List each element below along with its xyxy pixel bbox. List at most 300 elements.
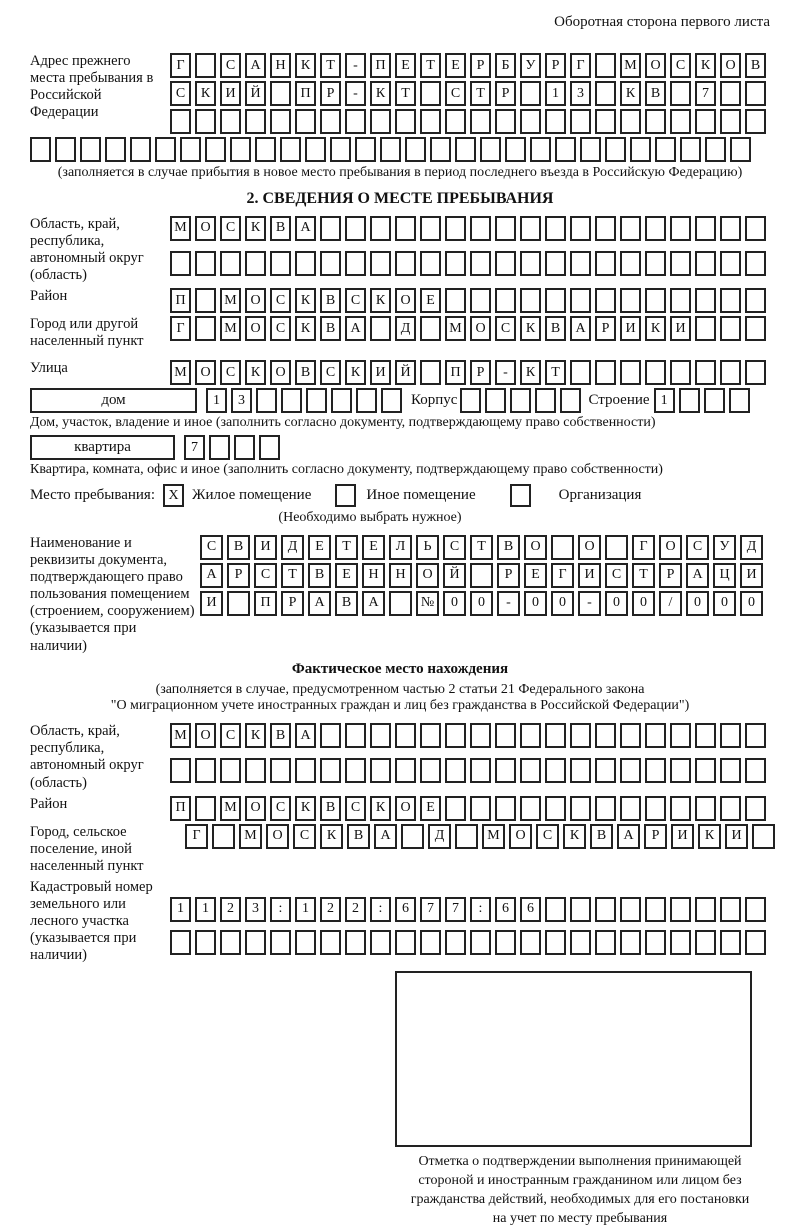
char-cell — [595, 251, 616, 276]
char-cell — [270, 109, 291, 134]
char-cell — [245, 251, 266, 276]
apartment-block — [30, 435, 770, 460]
char-cell: Б — [495, 53, 516, 78]
stroenie-cells — [654, 388, 750, 413]
char-cell — [695, 897, 716, 922]
char-cell: П — [170, 288, 191, 313]
char-cell — [30, 137, 51, 162]
char-cell: 1 — [206, 388, 227, 413]
char-cell — [620, 796, 641, 821]
stay-option-inoe-label: Иное помещение — [366, 487, 476, 504]
korpus-label: Корпус — [411, 392, 458, 409]
char-cell — [345, 216, 366, 241]
char-cell: В — [308, 563, 331, 588]
page-side-note: Оборотная сторона первого листа — [554, 14, 770, 30]
char-cell — [380, 137, 401, 162]
char-cell — [470, 563, 493, 588]
char-cell: М — [170, 360, 191, 385]
char-cell: И — [254, 535, 277, 560]
char-cell: В — [270, 723, 291, 748]
char-cell — [670, 723, 691, 748]
char-cell: С — [293, 824, 316, 849]
char-cell — [645, 216, 666, 241]
char-cell — [220, 251, 241, 276]
char-cell — [720, 930, 741, 955]
char-cell — [445, 109, 466, 134]
char-cell — [195, 796, 216, 821]
char-cell — [281, 388, 302, 413]
char-cell: М — [482, 824, 505, 849]
char-cell — [595, 897, 616, 922]
char-cell — [470, 758, 491, 783]
char-cell: Н — [389, 563, 412, 588]
stamp-caption-line-2: стороной и иностранным гражданином или лицом без — [418, 1172, 742, 1188]
char-cell — [170, 251, 191, 276]
char-cell: Д — [395, 316, 416, 341]
char-cell: С — [345, 288, 366, 313]
char-cell — [545, 897, 566, 922]
char-cell: К — [295, 53, 316, 78]
city-row — [170, 316, 766, 341]
char-cell: 7 — [184, 435, 205, 460]
char-cell — [595, 796, 616, 821]
char-cell — [745, 723, 766, 748]
char-cell — [695, 288, 716, 313]
char-cell: Т — [470, 81, 491, 106]
char-cell: О — [659, 535, 682, 560]
char-cell — [670, 288, 691, 313]
char-cell — [520, 930, 541, 955]
char-cell: Р — [595, 316, 616, 341]
char-cell — [745, 316, 766, 341]
char-cell: / — [659, 591, 682, 616]
stamp-caption — [370, 1152, 790, 1229]
region-row-2 — [170, 251, 766, 276]
prev-address-row-4 — [30, 137, 770, 162]
char-cell — [530, 137, 551, 162]
char-cell — [655, 137, 676, 162]
char-cell — [695, 758, 716, 783]
char-cell: Н — [362, 563, 385, 588]
char-cell — [670, 930, 691, 955]
char-cell — [220, 930, 241, 955]
char-cell — [620, 723, 641, 748]
actual-city-label: Город, сельское поселение, иной населенный пункт — [30, 823, 144, 874]
char-cell — [170, 758, 191, 783]
char-cell: О — [195, 723, 216, 748]
char-cell — [595, 81, 616, 106]
char-cell — [381, 388, 402, 413]
char-cell — [470, 216, 491, 241]
char-cell — [420, 758, 441, 783]
char-cell — [679, 388, 700, 413]
char-cell: 6 — [520, 897, 541, 922]
char-cell — [455, 824, 478, 849]
char-cell: № — [416, 591, 439, 616]
char-cell — [320, 758, 341, 783]
char-cell: О — [509, 824, 532, 849]
char-cell: К — [345, 360, 366, 385]
char-cell: С — [495, 316, 516, 341]
checkbox-zhiloe: X — [163, 484, 184, 507]
char-cell: К — [695, 53, 716, 78]
char-cell: Т — [545, 360, 566, 385]
char-cell: К — [620, 81, 641, 106]
char-cell — [320, 251, 341, 276]
char-cell: 0 — [632, 591, 655, 616]
char-cell — [520, 758, 541, 783]
char-cell: С — [320, 360, 341, 385]
apartment-note: Квартира, комната, офис и иное (заполнить согласно документу, подтверждающему право собственности) — [30, 462, 663, 478]
char-cell: Г — [551, 563, 574, 588]
char-cell: 0 — [713, 591, 736, 616]
prev-address-row-2 — [170, 81, 766, 106]
char-cell: : — [370, 897, 391, 922]
actual-region-block — [30, 723, 770, 791]
char-cell: Р — [497, 563, 520, 588]
char-cell — [306, 388, 327, 413]
char-cell — [745, 796, 766, 821]
char-cell: П — [370, 53, 391, 78]
char-cell: С — [254, 563, 277, 588]
char-cell — [645, 930, 666, 955]
char-cell: Д — [740, 535, 763, 560]
char-cell — [545, 758, 566, 783]
region-block — [30, 216, 770, 284]
char-cell: П — [445, 360, 466, 385]
char-cell: С — [220, 723, 241, 748]
char-cell: И — [370, 360, 391, 385]
char-cell — [745, 216, 766, 241]
char-cell — [545, 796, 566, 821]
char-cell — [520, 81, 541, 106]
char-cell — [545, 109, 566, 134]
char-cell — [445, 796, 466, 821]
char-cell: О — [416, 563, 439, 588]
char-cell — [270, 251, 291, 276]
char-cell: Р — [227, 563, 250, 588]
char-cell — [745, 109, 766, 134]
char-cell — [445, 251, 466, 276]
char-cell: В — [545, 316, 566, 341]
char-cell — [670, 251, 691, 276]
char-cell: А — [295, 723, 316, 748]
char-cell — [495, 251, 516, 276]
char-cell — [730, 137, 751, 162]
stroenie-label: Строение — [588, 392, 650, 409]
char-cell — [295, 758, 316, 783]
char-cell — [595, 216, 616, 241]
char-cell — [570, 216, 591, 241]
char-cell — [645, 109, 666, 134]
char-cell: Р — [644, 824, 667, 849]
char-cell: Е — [524, 563, 547, 588]
char-cell — [420, 81, 441, 106]
city-block — [30, 316, 770, 350]
stay-option-org-label: Организация — [558, 487, 642, 504]
stay-type-label: Место пребывания: — [30, 487, 155, 504]
char-cell — [595, 723, 616, 748]
char-cell: М — [220, 796, 241, 821]
char-cell: С — [270, 796, 291, 821]
char-cell — [545, 288, 566, 313]
char-cell: 0 — [470, 591, 493, 616]
char-cell: 2 — [345, 897, 366, 922]
char-cell — [270, 930, 291, 955]
char-cell — [259, 435, 280, 460]
char-cell — [420, 316, 441, 341]
char-cell: Е — [420, 796, 441, 821]
char-cell: 1 — [195, 897, 216, 922]
char-cell: С — [220, 216, 241, 241]
char-cell: А — [295, 216, 316, 241]
char-cell: О — [195, 360, 216, 385]
char-cell — [720, 316, 741, 341]
char-cell: А — [345, 316, 366, 341]
char-cell — [295, 109, 316, 134]
char-cell — [545, 930, 566, 955]
char-cell: - — [345, 53, 366, 78]
char-cell — [395, 723, 416, 748]
char-cell: Г — [170, 53, 191, 78]
char-cell — [80, 137, 101, 162]
char-cell: С — [170, 81, 191, 106]
char-cell — [695, 109, 716, 134]
char-cell: 2 — [220, 897, 241, 922]
char-cell — [551, 535, 574, 560]
char-cell: : — [470, 897, 491, 922]
char-cell — [470, 251, 491, 276]
char-cell: Ц — [713, 563, 736, 588]
char-cell — [370, 216, 391, 241]
char-cell: : — [270, 897, 291, 922]
char-cell — [220, 109, 241, 134]
char-cell — [620, 216, 641, 241]
char-cell: С — [445, 81, 466, 106]
char-cell — [670, 897, 691, 922]
char-cell — [620, 288, 641, 313]
char-cell — [670, 796, 691, 821]
char-cell — [195, 251, 216, 276]
char-cell — [520, 723, 541, 748]
char-cell: М — [620, 53, 641, 78]
char-cell — [180, 137, 201, 162]
document-block — [30, 535, 770, 655]
char-cell: О — [195, 216, 216, 241]
char-cell — [245, 109, 266, 134]
char-cell: Т — [420, 53, 441, 78]
char-cell: - — [495, 360, 516, 385]
actual-district-label: Район — [30, 795, 68, 812]
char-cell — [605, 535, 628, 560]
char-cell: 0 — [605, 591, 628, 616]
char-cell: В — [270, 216, 291, 241]
char-cell — [745, 288, 766, 313]
char-cell — [395, 251, 416, 276]
char-cell: С — [686, 535, 709, 560]
char-cell — [670, 216, 691, 241]
char-cell: К — [245, 360, 266, 385]
char-cell — [405, 137, 426, 162]
district-label: Район — [30, 288, 68, 305]
char-cell — [520, 796, 541, 821]
house-type-box: дом — [30, 388, 197, 413]
char-cell — [245, 758, 266, 783]
char-cell — [295, 930, 316, 955]
char-cell: К — [698, 824, 721, 849]
char-cell: 2 — [320, 897, 341, 922]
char-cell — [495, 216, 516, 241]
char-cell — [345, 109, 366, 134]
korpus-cells — [460, 388, 581, 413]
char-cell — [195, 930, 216, 955]
char-cell: 0 — [740, 591, 763, 616]
char-cell: И — [620, 316, 641, 341]
char-cell: В — [227, 535, 250, 560]
char-cell — [752, 824, 775, 849]
char-cell: И — [725, 824, 748, 849]
char-cell — [389, 591, 412, 616]
char-cell: 0 — [443, 591, 466, 616]
char-cell: Г — [170, 316, 191, 341]
region-row-1 — [170, 216, 766, 241]
char-cell: 7 — [420, 897, 441, 922]
char-cell: О — [395, 288, 416, 313]
document-row-1 — [200, 535, 763, 560]
char-cell: У — [713, 535, 736, 560]
char-cell: 7 — [695, 81, 716, 106]
char-cell: В — [497, 535, 520, 560]
char-cell — [270, 758, 291, 783]
char-cell: К — [245, 216, 266, 241]
char-cell — [345, 930, 366, 955]
char-cell — [720, 251, 741, 276]
char-cell — [395, 109, 416, 134]
prev-address-row-3 — [170, 109, 766, 134]
char-cell — [495, 288, 516, 313]
char-cell — [420, 109, 441, 134]
char-cell: Ь — [416, 535, 439, 560]
char-cell — [155, 137, 176, 162]
char-cell — [356, 388, 377, 413]
char-cell: К — [295, 316, 316, 341]
char-cell — [605, 137, 626, 162]
char-cell — [695, 216, 716, 241]
char-cell — [370, 758, 391, 783]
char-cell — [670, 758, 691, 783]
actual-city-row — [185, 824, 775, 849]
cadastre-block — [30, 879, 770, 965]
street-row — [170, 360, 766, 385]
char-cell: 1 — [654, 388, 675, 413]
char-cell — [330, 137, 351, 162]
char-cell — [470, 930, 491, 955]
char-cell: В — [347, 824, 370, 849]
char-cell — [470, 109, 491, 134]
char-cell: К — [370, 288, 391, 313]
char-cell — [645, 288, 666, 313]
char-cell — [720, 723, 741, 748]
char-cell — [295, 251, 316, 276]
char-cell — [630, 137, 651, 162]
char-cell: М — [170, 723, 191, 748]
char-cell: О — [266, 824, 289, 849]
char-cell — [595, 288, 616, 313]
char-cell — [255, 137, 276, 162]
char-cell: Р — [545, 53, 566, 78]
char-cell — [720, 360, 741, 385]
char-cell — [510, 388, 531, 413]
actual-city-block — [30, 824, 770, 875]
char-cell: А — [200, 563, 223, 588]
char-cell: Л — [389, 535, 412, 560]
char-cell — [645, 360, 666, 385]
char-cell — [495, 758, 516, 783]
char-cell — [720, 288, 741, 313]
char-cell: Р — [470, 53, 491, 78]
char-cell: Е — [420, 288, 441, 313]
apartment-type-box: квартира — [30, 435, 175, 460]
cadastre-label: Кадастровый номер земельного или лесного участка (указывается при наличии) — [30, 878, 153, 964]
char-cell: К — [520, 316, 541, 341]
char-cell — [720, 897, 741, 922]
registration-stamp-box — [395, 971, 752, 1147]
char-cell: 3 — [245, 897, 266, 922]
apartment-cells — [184, 435, 280, 460]
char-cell: О — [395, 796, 416, 821]
char-cell — [560, 388, 581, 413]
char-cell: О — [270, 360, 291, 385]
char-cell — [220, 758, 241, 783]
char-cell — [745, 897, 766, 922]
char-cell: К — [245, 723, 266, 748]
char-cell: А — [570, 316, 591, 341]
char-cell: - — [497, 591, 520, 616]
char-cell: В — [645, 81, 666, 106]
char-cell — [345, 723, 366, 748]
char-cell — [320, 109, 341, 134]
char-cell: К — [645, 316, 666, 341]
char-cell: 7 — [445, 897, 466, 922]
actual-location-note-2: "О миграционном учете иностранных граждан и лиц без гражданства в Российской Федерации") — [110, 698, 690, 714]
checkbox-organizaciya — [510, 484, 531, 507]
char-cell — [320, 216, 341, 241]
char-cell — [455, 137, 476, 162]
char-cell — [280, 137, 301, 162]
actual-location-note-1: (заполняется в случае, предусмотренном частью 2 статьи 21 Федерального закона — [155, 681, 645, 697]
char-cell: А — [617, 824, 640, 849]
char-cell: С — [220, 53, 241, 78]
document-row-2 — [200, 563, 763, 588]
char-cell: А — [374, 824, 397, 849]
char-cell: 1 — [545, 81, 566, 106]
actual-region-label: Область, край, республика, автономный округ (область) — [30, 723, 144, 791]
char-cell: Т — [320, 53, 341, 78]
char-cell — [545, 723, 566, 748]
char-cell — [570, 288, 591, 313]
char-cell — [645, 758, 666, 783]
char-cell — [227, 591, 250, 616]
char-cell — [745, 758, 766, 783]
char-cell: К — [370, 796, 391, 821]
char-cell — [245, 930, 266, 955]
char-cell: Т — [335, 535, 358, 560]
char-cell — [105, 137, 126, 162]
char-cell — [720, 796, 741, 821]
char-cell: В — [335, 591, 358, 616]
char-cell — [130, 137, 151, 162]
char-cell: Е — [308, 535, 331, 560]
